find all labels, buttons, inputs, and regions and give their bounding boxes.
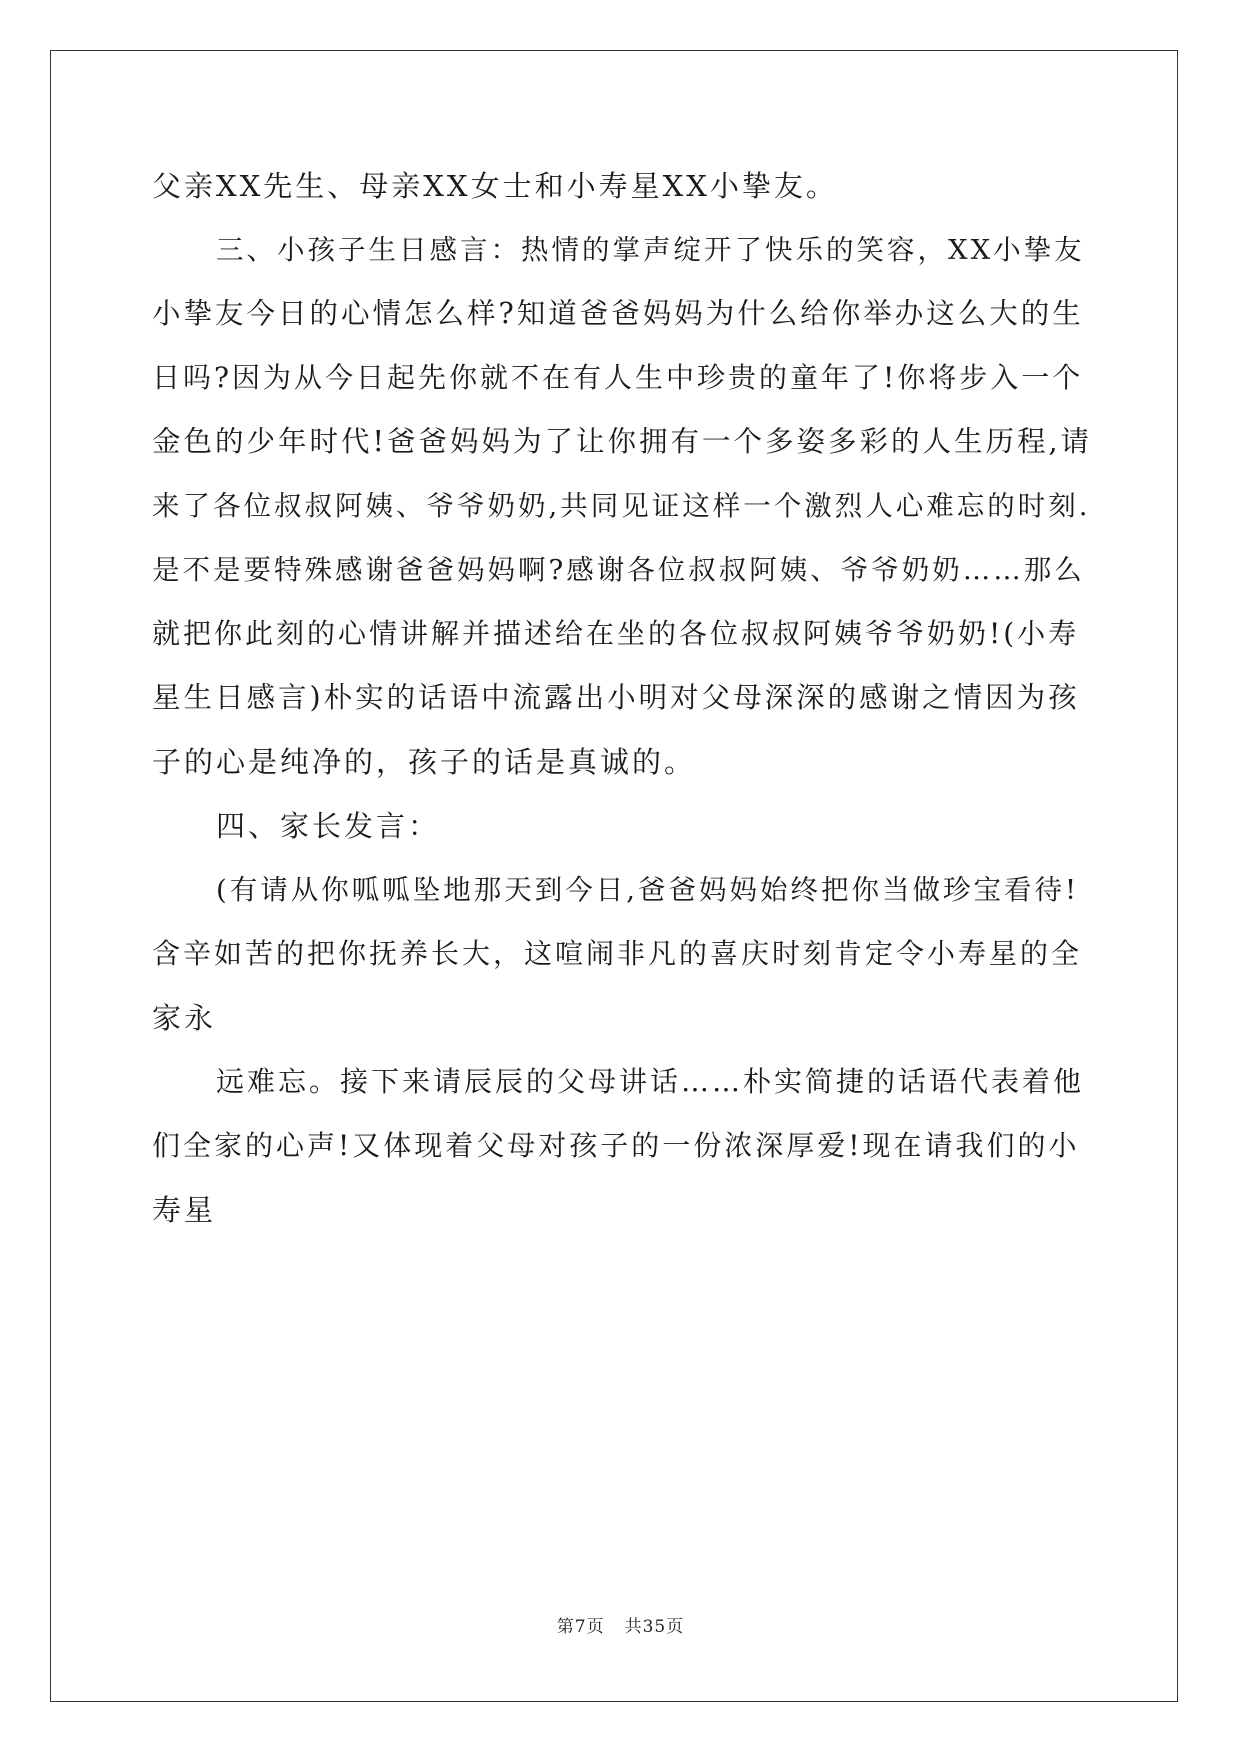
paragraph-line: 远难忘。接下来请辰辰的父母讲话……朴实简捷的话语代表着他 bbox=[216, 1065, 1085, 1098]
paragraph-line: 就把你此刻的心情讲解并描述给在坐的各位叔叔阿姨爷爷奶奶!(小寿 bbox=[152, 617, 1080, 650]
paragraph-line: 小挚友今日的心情怎么样?知道爸爸妈妈为什么给你举办这么大的生 bbox=[152, 297, 1084, 330]
paragraph-line: 们全家的心声!又体现着父母对孩子的一份浓深厚爱!现在请我们的小 bbox=[152, 1129, 1080, 1162]
page-number: 第7页 bbox=[556, 1617, 605, 1637]
page-footer bbox=[0, 1612, 1241, 1637]
page-total: 共35页 bbox=[624, 1617, 685, 1637]
paragraph-line: 日吗?因为从今日起先你就不在有人生中珍贵的童年了!你将步入一个 bbox=[152, 361, 1084, 394]
paragraph-line: 星生日感言)朴实的话语中流露出小明对父母深深的感谢之情因为孩 bbox=[152, 681, 1080, 714]
section-heading: 四、家长发言： bbox=[216, 809, 441, 843]
paragraph-line: 含辛如苦的把你抚养长大，这喧闹非凡的喜庆时刻肯定令小寿星的全 bbox=[152, 937, 1083, 970]
paragraph-line: 家永 bbox=[152, 1001, 217, 1035]
paragraph-line: 子的心是纯净的，孩子的话是真诚的。 bbox=[152, 745, 697, 779]
paragraph-line: (有请从你呱呱坠地那天到今日,爸爸妈妈始终把你当做珍宝看待! bbox=[216, 874, 1080, 906]
paragraph-line: 父亲XX先生、母亲XX女士和小寿星XX小挚友。 bbox=[152, 169, 838, 203]
paragraph-line: 三、小孩子生日感言：热情的掌声绽开了快乐的笑容，XX小挚友 bbox=[216, 234, 1085, 266]
paragraph-line: 来了各位叔叔阿姨、爷爷奶奶,共同见证这样一个激烈人心难忘的时刻. bbox=[152, 490, 1091, 522]
document-body bbox=[152, 154, 1092, 1242]
paragraph-line: 寿星 bbox=[152, 1193, 217, 1227]
paragraph-line: 是不是要特殊感谢爸爸妈妈啊?感谢各位叔叔阿姨、爷爷奶奶……那么 bbox=[152, 554, 1085, 586]
paragraph-line: 金色的少年时代!爸爸妈妈为了让你拥有一个多姿多彩的人生历程,请 bbox=[152, 425, 1093, 458]
